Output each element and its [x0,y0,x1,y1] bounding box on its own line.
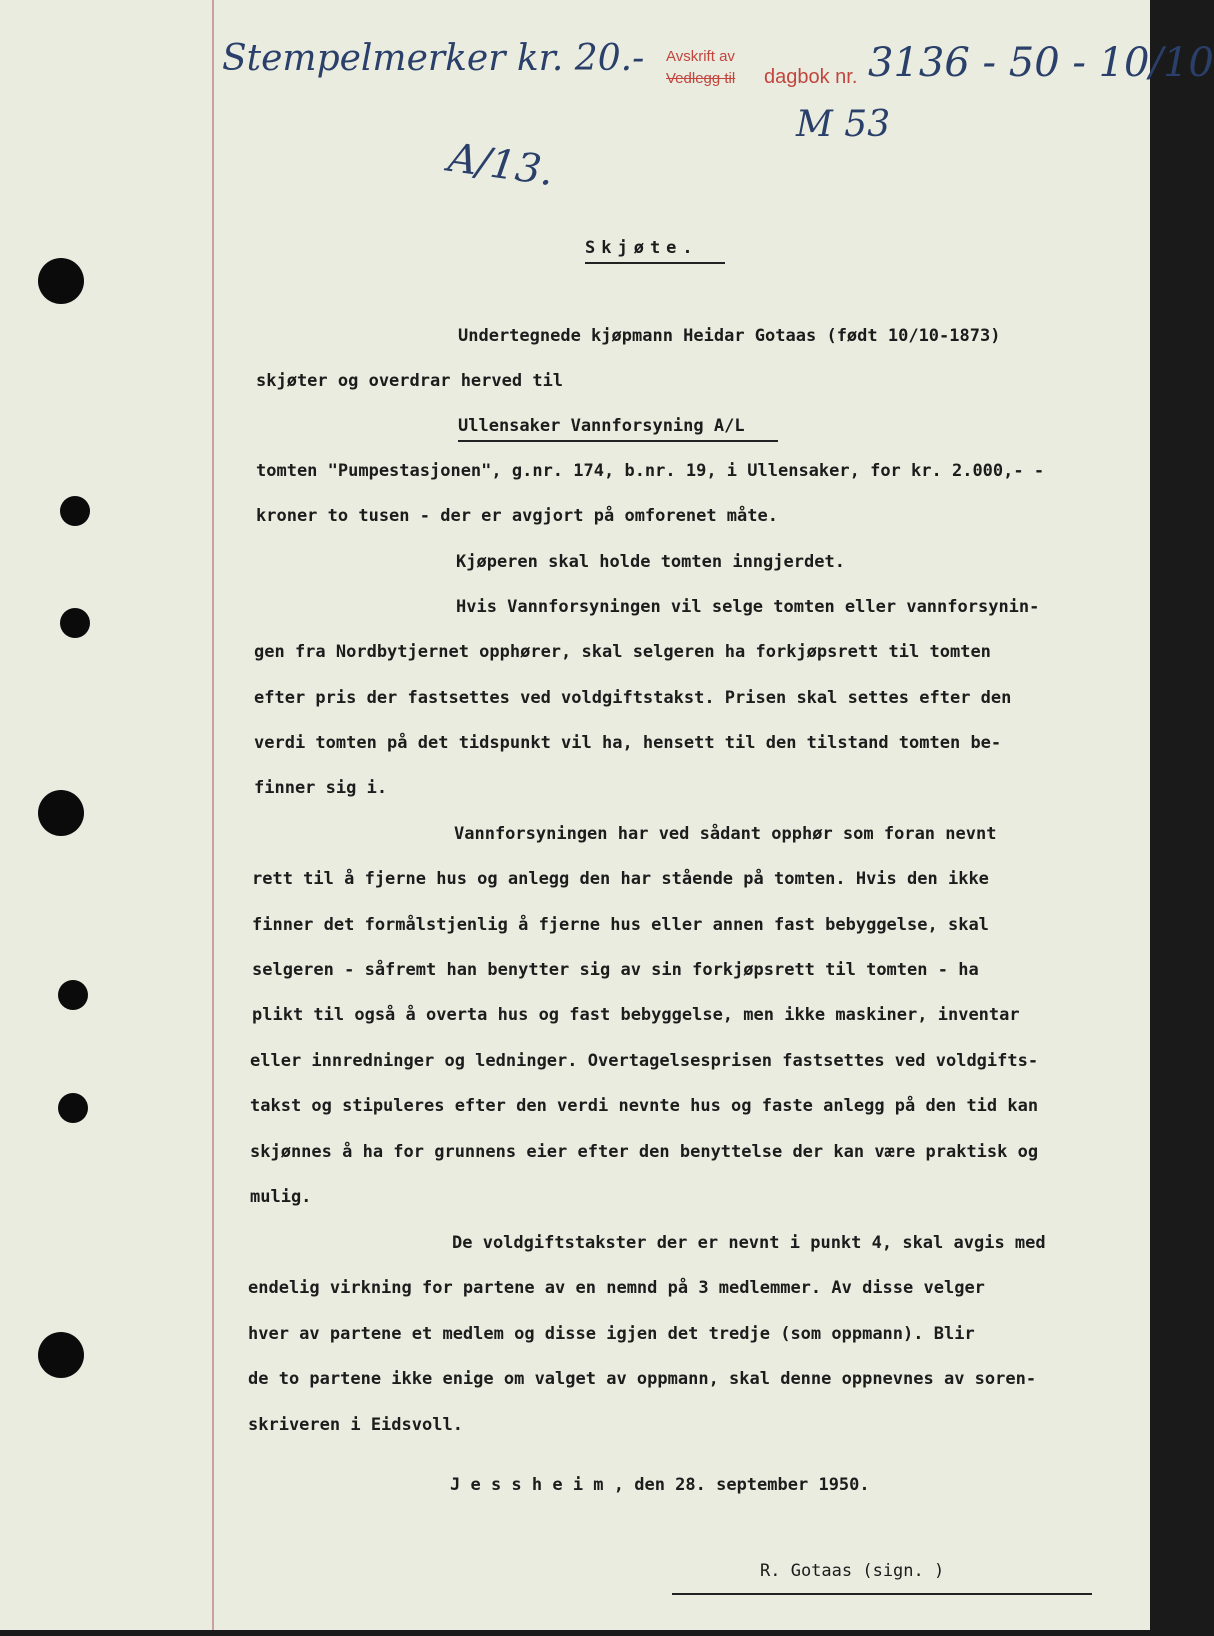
punch-hole [38,258,84,304]
signature-line [672,1593,1092,1595]
punch-hole [60,608,90,638]
signature: R. Gotaas (sign. ) [760,1561,945,1581]
body-line: selgeren - såfremt han benytter sig av sin forkjøpsrett til tomten - ha [252,960,979,980]
body-line: skjøter og overdrar herved til [256,371,564,391]
body-line: rett til å fjerne hus og anlegg den har stående på tomten. Hvis den ikke [252,869,989,889]
handwritten-stamp-note: Stempelmerker kr. 20.- [222,38,645,79]
body-line: Undertegnede kjøpmann Heidar Gotaas (født 10/10-1873) [458,326,1001,346]
handwritten-mark: A/13. [445,134,557,196]
body-line: efter pris der fastsettes ved voldgiftstakst. Prisen skal settes efter den [254,688,1012,708]
buyer-name: Ullensaker Vannforsyning A/L [458,416,745,436]
punch-hole [60,496,90,526]
body-line: verdi tomten på det tidspunkt vil ha, hensett til den tilstand tomten be- [254,733,1002,753]
punch-hole [38,1332,84,1378]
body-line: endelig virkning for partene av en nemnd på 3 medlemmer. Av disse velger [248,1278,985,1298]
body-line: Hvis Vannforsyningen vil selge tomten eller vannforsynin- [456,597,1040,617]
punch-hole [58,980,88,1010]
body-line: mulig. [250,1187,312,1207]
body-line: finner sig i. [254,778,388,798]
punch-hole [38,790,84,836]
body-line: takst og stipuleres efter den verdi nevnte hus og faste anlegg på den tid kan [250,1096,1039,1116]
margin-rule [212,0,214,1630]
place-date: J e s s h e i m , den 28. september 1950. [450,1475,870,1495]
body-line: plikt til også å overta hus og fast bebyggelse, men ikke maskiner, inventar [252,1005,1020,1025]
handwritten-reference: M 53 [796,104,891,145]
body-line: kroner to tusen - der er avgjort på omforenet måte. [256,506,778,526]
stamp-vedlegg: Vedlegg til [666,70,736,87]
handwritten-journal-number: 3136 - 50 - 10/10 [868,40,1214,86]
body-line: de to partene ikke enige om valget av oppmann, skal denne oppnevnes av soren- [248,1369,1037,1389]
title-underline [585,262,725,264]
punch-hole [58,1093,88,1123]
buyer-underline [458,440,778,442]
body-line: finner det formålstjenlig å fjerne hus eller annen fast bebyggelse, skal [252,915,989,935]
body-line: eller innredninger og ledninger. Overtagelsesprisen fastsettes ved voldgifts- [250,1051,1039,1071]
body-line: Kjøperen skal holde tomten inngjerdet. [456,552,845,572]
body-line: Vannforsyningen har ved sådant opphør som foran nevnt [454,824,997,844]
stamp-dagbok: dagbok nr. [764,66,858,88]
document-title: Skjøte. [585,238,699,258]
body-line: gen fra Nordbytjernet opphører, skal selgeren ha forkjøpsrett til tomten [254,642,991,662]
body-line: hver av partene et medlem og disse igjen det tredje (som oppmann). Blir [248,1324,975,1344]
body-line: skriveren i Eidsvoll. [248,1415,463,1435]
body-line: De voldgiftstakster der er nevnt i punkt 4, skal avgis med [452,1233,1046,1253]
body-line: tomten "Pumpestasjonen", g.nr. 174, b.nr. 19, i Ullensaker, for kr. 2.000,- - [256,461,1045,481]
stamp-avskrift: Avskrift av [666,48,735,65]
body-line: skjønnes å ha for grunnens eier efter den benyttelse der kan være praktisk og [250,1142,1039,1162]
